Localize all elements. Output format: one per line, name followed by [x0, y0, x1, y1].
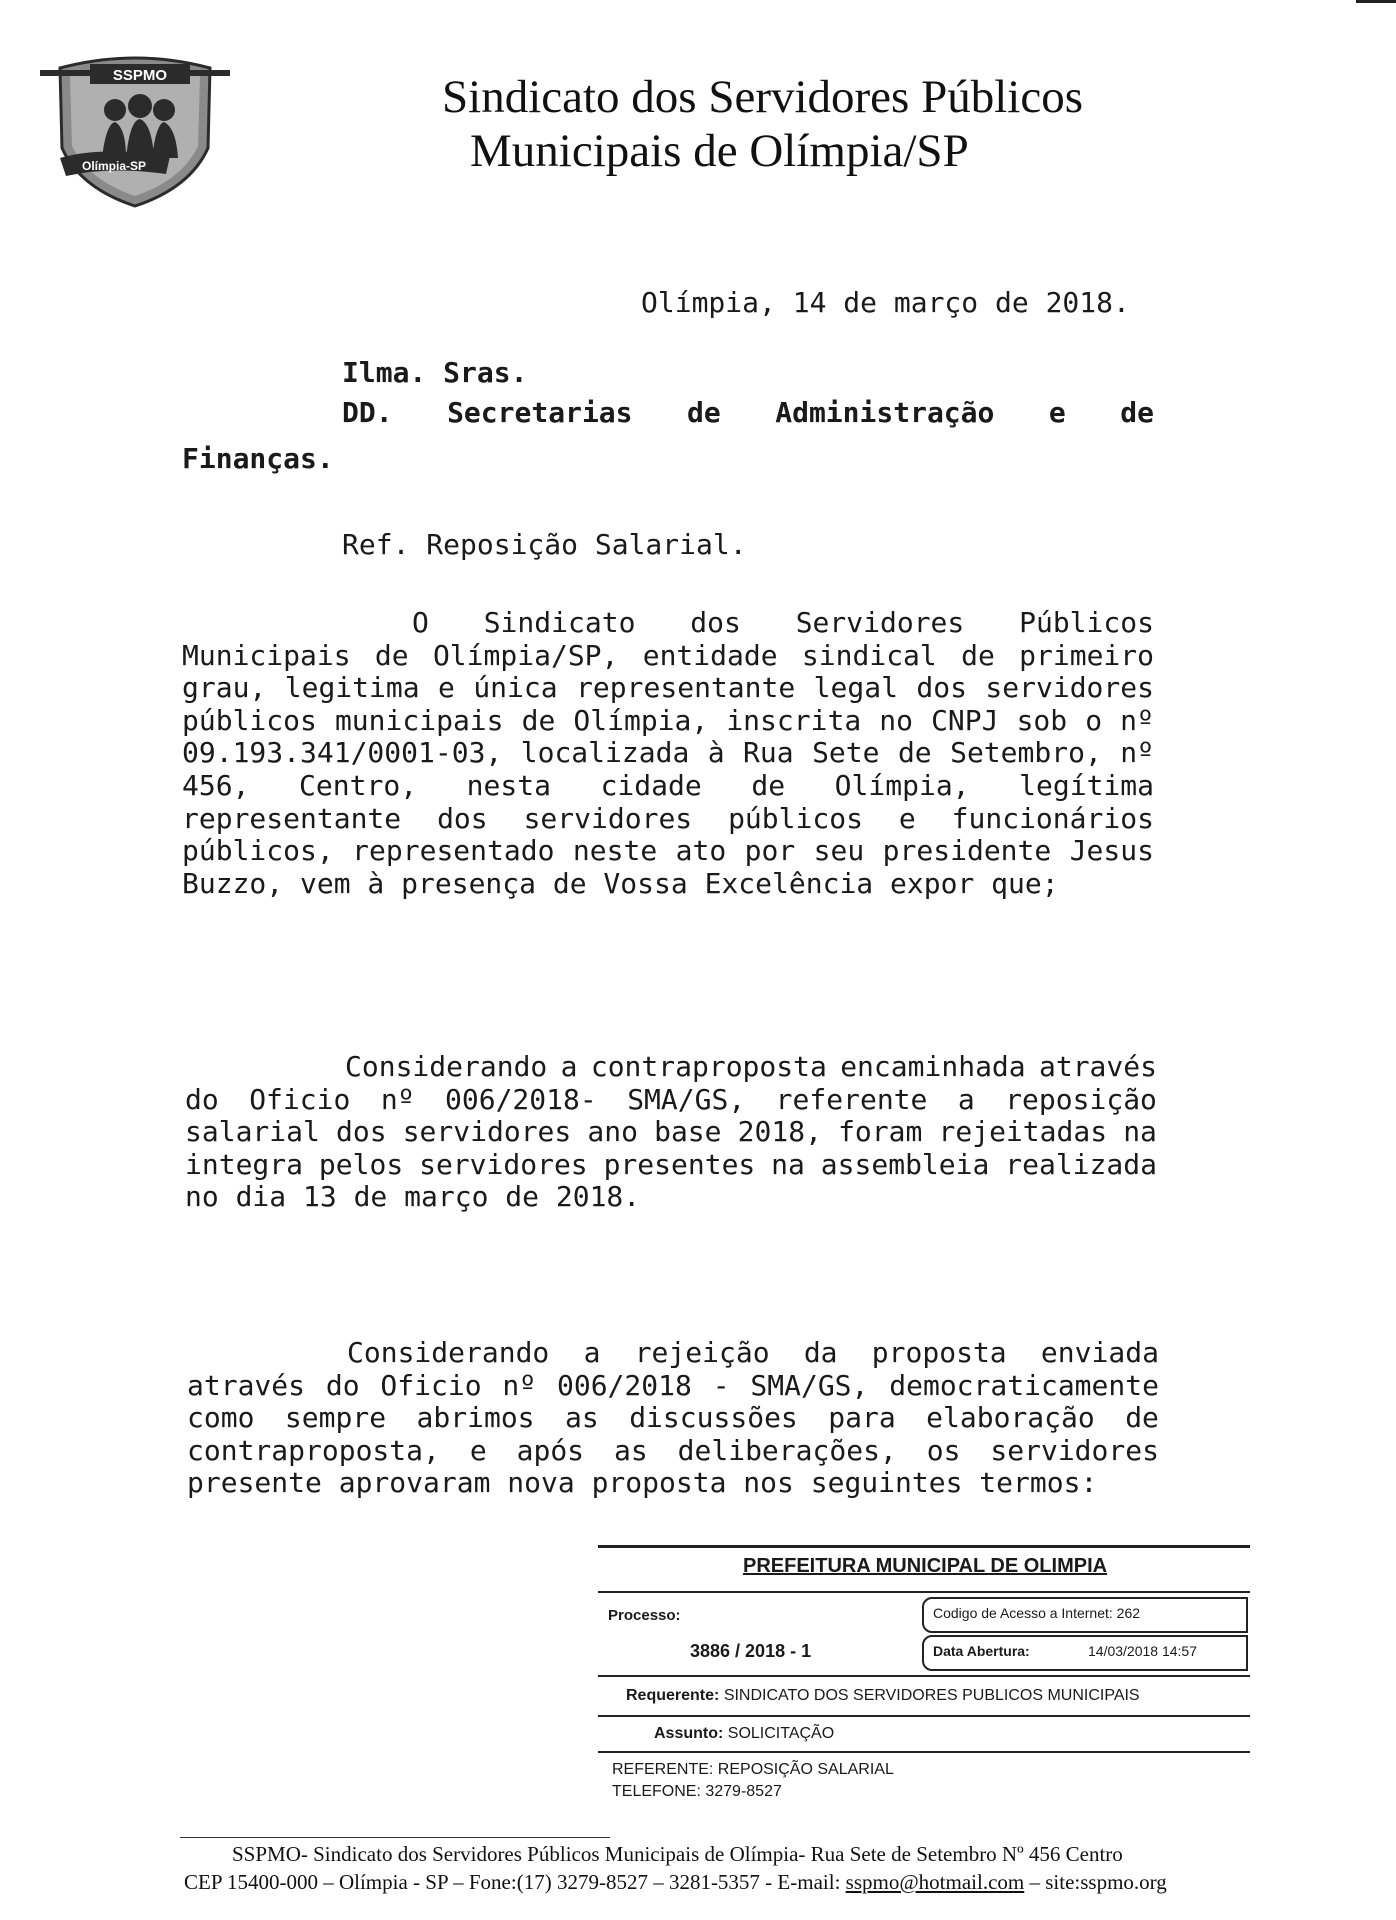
- word: Olímpia,: [834, 768, 970, 802]
- word: 2018,: [737, 1115, 822, 1149]
- stamp-title: PREFEITURA MUNICIPAL DE OLIMPIA: [743, 1555, 1108, 1577]
- word: a: [583, 1336, 601, 1369]
- word: presidente: [882, 834, 1052, 868]
- text-line: [182, 671, 1154, 704]
- paragraph-1: [182, 606, 1154, 899]
- word: 006/2018: [556, 1368, 692, 1402]
- stamp-codigo-acesso: Codigo de Acesso a Internet: 262: [933, 1605, 1141, 1621]
- text-line: [185, 1115, 1157, 1148]
- word: Considerando: [347, 1336, 550, 1369]
- word: Rua: [743, 736, 794, 770]
- word: presentes: [603, 1147, 756, 1181]
- word: de: [687, 396, 721, 429]
- word: públicos: [182, 703, 317, 737]
- word: legítima: [1019, 768, 1154, 802]
- word: da: [803, 1336, 838, 1369]
- word: após: [516, 1433, 585, 1467]
- text-line: [182, 867, 1154, 900]
- stamp-requerente-value: SINDICATO DOS SERVIDORES PUBLICOS MUNICIPAIS: [723, 1687, 1140, 1704]
- word: enviada: [1040, 1336, 1159, 1369]
- word: proposta: [871, 1336, 1007, 1369]
- stamp-data-value: 14/03/2018 14:57: [1088, 1643, 1197, 1659]
- word: CNPJ: [931, 703, 999, 737]
- word: deliberações,: [677, 1433, 897, 1467]
- word: cidade: [600, 768, 702, 802]
- word: para: [828, 1401, 896, 1435]
- word: de: [897, 736, 932, 770]
- word: sob: [1016, 703, 1068, 737]
- text-line: [187, 1434, 1159, 1467]
- word: sindical: [801, 638, 937, 672]
- word: única: [473, 671, 558, 705]
- word: ato: [675, 834, 727, 868]
- word: nº: [1120, 703, 1154, 737]
- word: Públicos: [1019, 606, 1154, 639]
- shield-logo-icon: [40, 48, 230, 208]
- word: primeiro: [1019, 638, 1154, 672]
- logo-acronym: SSPMO: [112, 67, 168, 84]
- footer-contact: [184, 1870, 1167, 1895]
- word: públicos,: [182, 834, 334, 868]
- stamp-processo-label: Processo:: [608, 1607, 681, 1624]
- word: abrimos: [416, 1401, 535, 1435]
- word: Oficio: [249, 1082, 351, 1116]
- word: dos: [335, 1115, 387, 1149]
- word: de: [961, 638, 995, 672]
- word: públicos: [728, 801, 863, 835]
- word: legal: [813, 671, 898, 705]
- footer-contact-text: CEP 15400-000 – Olímpia - SP – Fone:(17) 3279-8527 – 3281-5357 - E-mail:: [184, 1870, 846, 1894]
- word: nº: [380, 1082, 415, 1116]
- word: no: [879, 703, 913, 737]
- word: elaboração: [926, 1401, 1095, 1435]
- word: integra: [185, 1147, 304, 1181]
- text-line: [182, 834, 1154, 867]
- word: rejeitadas: [938, 1115, 1108, 1149]
- word: Setembro,: [950, 736, 1102, 770]
- word: DD.: [342, 396, 393, 429]
- word: pelos: [318, 1147, 404, 1181]
- word: Olímpia/SP,: [432, 638, 619, 672]
- word: -: [712, 1368, 730, 1402]
- word: dos: [916, 671, 967, 705]
- text-line: [187, 1369, 1159, 1402]
- word: presente aprovaram nova proposta nos seguintes termos:: [187, 1466, 1098, 1500]
- text-line: [182, 736, 1154, 769]
- word: no dia 13 de março de 2018.: [185, 1180, 641, 1214]
- word: contraproposta: [590, 1050, 827, 1083]
- letter-date: Olímpia, 14 de março de 2018.: [641, 286, 1130, 319]
- word: 456,: [182, 768, 250, 802]
- word: representante: [576, 671, 796, 705]
- word: localizada: [520, 736, 690, 770]
- word: a: [560, 1050, 578, 1083]
- word: os: [926, 1433, 961, 1467]
- word: O: [412, 606, 429, 639]
- union-logo: [40, 48, 230, 208]
- stamp-requerente: [626, 1687, 1140, 1705]
- word: contraproposta,: [187, 1433, 440, 1467]
- word: rejeição: [634, 1336, 770, 1369]
- word: assembleia: [820, 1147, 990, 1181]
- word: ano: [587, 1115, 638, 1149]
- word: e: [469, 1433, 487, 1467]
- word: realizada: [1005, 1147, 1157, 1181]
- word: de: [521, 703, 556, 737]
- word: servidores: [985, 671, 1154, 705]
- word: representante: [182, 801, 402, 835]
- logo-banner-text: Olímpia-SP: [81, 159, 147, 173]
- word: e: [1048, 396, 1066, 429]
- footer-address: SSPMO- Sindicato dos Servidores Públicos Municipais de Olímpia- Rua Sete de Setembro Nº 456 Centro: [232, 1842, 1123, 1866]
- text-line: [182, 769, 1154, 802]
- stamp-referente: REFERENTE: REPOSIÇÃO SALARIAL: [612, 1761, 894, 1778]
- text-line: [185, 1180, 1157, 1213]
- word: à: [707, 736, 725, 770]
- org-name-line2: Municipais de Olímpia/SP: [470, 125, 969, 177]
- salutation: Ilma. Sras.: [342, 356, 528, 389]
- word: 006/2018-: [445, 1082, 597, 1116]
- text-line: [187, 1466, 1159, 1499]
- text-line: [187, 1401, 1159, 1434]
- word: servidores: [523, 801, 693, 835]
- word: municipais: [334, 703, 504, 737]
- scan-mark: [1356, 0, 1396, 3]
- text-line: [185, 1148, 1157, 1181]
- word: de: [1125, 1401, 1159, 1435]
- word: servidores: [402, 1115, 572, 1149]
- word: nº: [1120, 736, 1154, 770]
- word: nesta: [466, 768, 551, 802]
- stamp-assunto-label: Assunto:: [654, 1725, 724, 1742]
- word: na: [1123, 1115, 1157, 1149]
- word: Administração: [775, 396, 995, 429]
- word: seu: [813, 834, 865, 868]
- reference-line: Ref. Reposição Salarial.: [342, 528, 747, 561]
- word: inscrita: [726, 703, 862, 737]
- footer-email-link[interactable]: sspmo@hotmail.com: [845, 1870, 1025, 1894]
- word: servidores: [990, 1433, 1159, 1467]
- word: Servidores: [795, 606, 965, 639]
- word: as: [613, 1433, 648, 1467]
- word: através: [1038, 1050, 1157, 1083]
- stamp-processo-value: 3886 / 2018 - 1: [690, 1641, 812, 1661]
- footer-site: – site:sspmo.org: [1024, 1870, 1167, 1894]
- word: salarial: [185, 1115, 320, 1149]
- word: do: [185, 1082, 219, 1116]
- word: Considerando: [345, 1050, 548, 1083]
- word: nº: [502, 1368, 537, 1402]
- word: reposição: [1005, 1082, 1157, 1116]
- word: entidade: [642, 638, 778, 672]
- stamp-telefone: TELEFONE: 3279-8527: [612, 1783, 782, 1800]
- word: Municipais: [182, 638, 351, 672]
- word: funcionários: [951, 801, 1154, 835]
- word: sempre: [284, 1401, 387, 1435]
- text-line: [187, 1336, 1159, 1369]
- org-name-line1: Sindicato dos Servidores Públicos: [442, 71, 1083, 123]
- word: Sindicato: [483, 606, 636, 639]
- text-line: [185, 1050, 1157, 1083]
- word: dos: [437, 801, 488, 835]
- text-line: [182, 639, 1154, 672]
- word: neste: [572, 834, 658, 868]
- word: representado: [352, 834, 555, 868]
- word: referente: [775, 1082, 928, 1116]
- word: discussões: [629, 1401, 798, 1435]
- paragraph-2: [185, 1050, 1157, 1213]
- footer-rule: [180, 1837, 610, 1838]
- word: SMA/GS,: [627, 1082, 746, 1116]
- word: base: [654, 1115, 722, 1149]
- word: Olímpia,: [573, 703, 709, 737]
- word: por: [744, 834, 796, 868]
- word: a: [957, 1082, 975, 1116]
- word: encaminhada: [840, 1050, 1026, 1083]
- text-line: [182, 802, 1154, 835]
- stamp-requerente-label: Requerente:: [626, 1687, 720, 1704]
- word: o: [1085, 703, 1103, 737]
- protocol-stamp: [598, 1543, 1250, 1813]
- word: Jesus: [1069, 834, 1154, 868]
- word: como: [187, 1401, 255, 1435]
- stamp-assunto-value: SOLICITAÇÃO: [727, 1725, 835, 1742]
- word: Oficio: [380, 1368, 482, 1402]
- text-line: [182, 606, 1154, 639]
- word: democraticamente: [889, 1368, 1159, 1402]
- word: Buzzo, vem à presença de Vossa Excelência expor que;: [182, 866, 1059, 900]
- word: legitima: [284, 671, 420, 705]
- word: do: [325, 1368, 360, 1402]
- stamp-assunto: [654, 1725, 834, 1743]
- word: Secretarias: [447, 396, 633, 429]
- word: SMA/GS,: [750, 1368, 869, 1402]
- word: Centro,: [299, 768, 418, 802]
- stamp-data-label: Data Abertura:: [933, 1643, 1030, 1659]
- word: dos: [690, 606, 741, 639]
- word: as: [565, 1401, 599, 1435]
- word: Sete: [812, 736, 880, 770]
- recipient-line-2: Finanças.: [182, 442, 334, 475]
- word: e: [438, 671, 455, 705]
- word: foram: [838, 1115, 923, 1149]
- word: servidores: [419, 1147, 588, 1181]
- word: e: [898, 801, 916, 835]
- paragraph-3: [187, 1336, 1159, 1499]
- word: na: [771, 1147, 805, 1181]
- word: grau,: [182, 671, 267, 705]
- text-line: [182, 704, 1154, 737]
- recipient-line: [342, 396, 1154, 429]
- word: de: [751, 768, 786, 802]
- word: de: [1120, 396, 1154, 429]
- word: 09.193.341/0001-03,: [182, 736, 503, 770]
- text-line: [185, 1083, 1157, 1116]
- word: através: [187, 1368, 306, 1402]
- word: de: [374, 638, 409, 672]
